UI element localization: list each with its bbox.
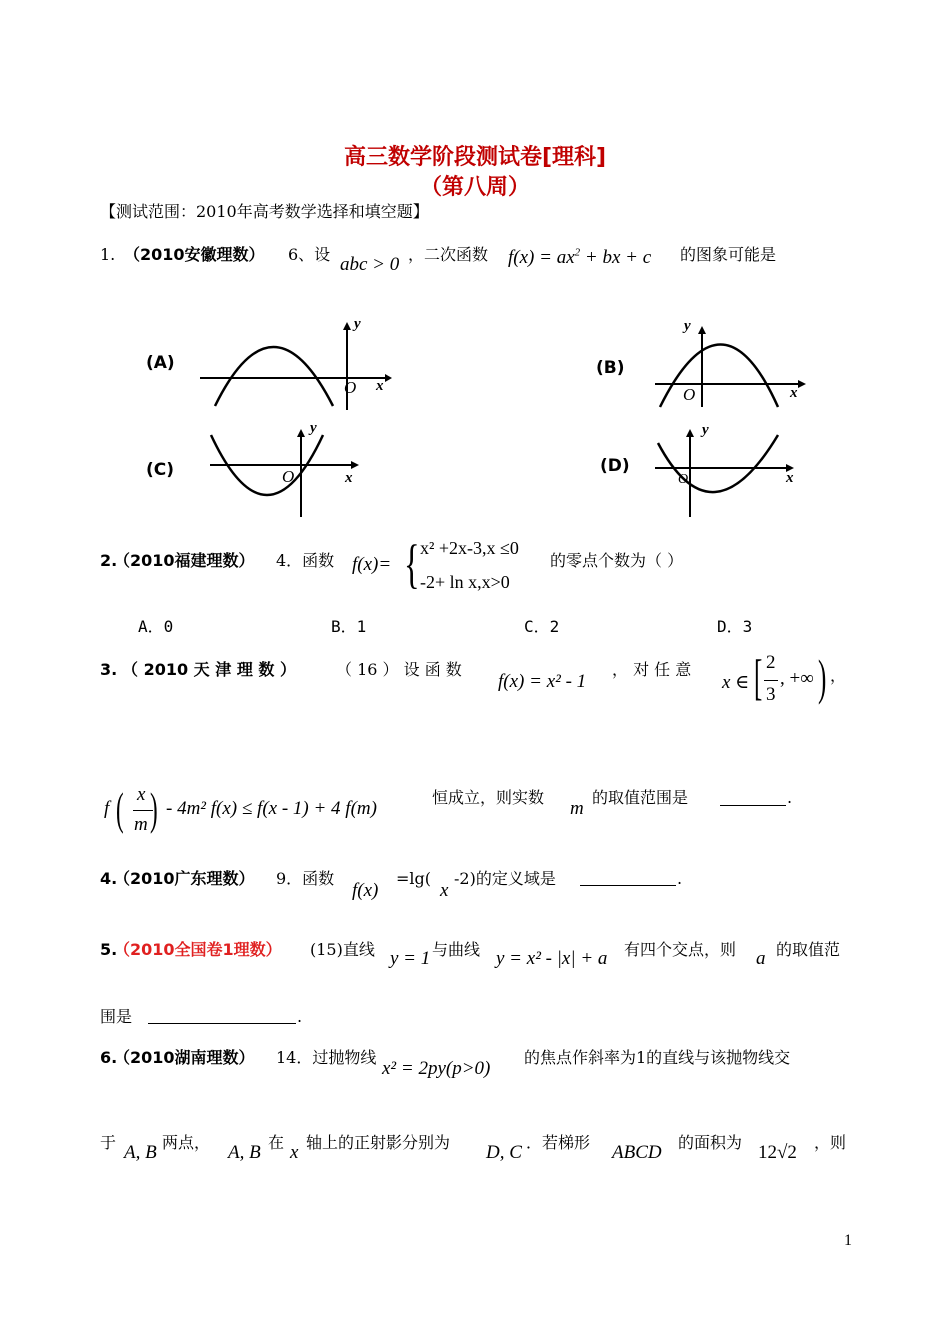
q3-answer-blank[interactable] <box>720 786 786 806</box>
q2-case-1: x² +2x-3,x ≤0 <box>420 538 519 558</box>
q2-option-c: C．2 <box>524 617 560 636</box>
q5-text-e: 围是 <box>100 1007 133 1026</box>
q6-text-b: 的焦点作斜率为1的直线与该抛物线交 <box>524 1048 791 1067</box>
q3-ineq-rest: - 4m² f(x) ≤ f(x - 1) + 4 f(m) <box>166 798 377 819</box>
graph-d <box>650 425 800 520</box>
q1-number: 1. <box>100 245 116 264</box>
q5-line: y = 1 <box>390 948 431 969</box>
q6-area: 12√2 <box>758 1142 797 1163</box>
q6-text-c: 于 <box>100 1133 117 1152</box>
q2-text-b: 的零点个数为（ ） <box>550 551 684 570</box>
q6-text-i: ，则 <box>814 1133 847 1152</box>
q2-option-d: D．3 <box>717 617 753 636</box>
q5-period: . <box>297 1007 303 1026</box>
graph-c-x-label: x <box>345 470 353 486</box>
q3-ineq-num: x <box>137 784 146 805</box>
graph-d-x-label: x <box>786 470 794 486</box>
q4-period: . <box>677 869 683 888</box>
q3-period: . <box>787 788 793 807</box>
q5-text-b: 与曲线 <box>432 940 481 959</box>
q5-text-a: (15)直线 <box>310 940 375 959</box>
graph-b-origin: O <box>683 385 696 404</box>
q3-text-c: 恒成立，则实数 <box>432 788 545 807</box>
q6-points-3: D, C <box>486 1142 522 1163</box>
graph-c-origin: O <box>282 467 295 486</box>
q3-text-d: 的取值范围是 <box>592 788 689 807</box>
q3-frac-num: 2 <box>766 652 776 673</box>
q6-points-1: A, B <box>124 1142 157 1163</box>
q1-function: $f(x) = ax^2$ + bx + c <box>508 246 652 268</box>
q5-number: 5. <box>100 940 118 959</box>
graph-b <box>650 322 810 412</box>
graph-a-y-label: y <box>354 316 361 332</box>
q5-text-d: 的取值范 <box>776 940 841 959</box>
q6-text-h: 的面积为 <box>678 1133 743 1152</box>
q3-var: m <box>570 798 584 819</box>
q6-text-a: 14．过抛物线 <box>276 1048 377 1067</box>
q3-ineq-den: m <box>134 814 148 835</box>
q5-source: （2010全国卷1理数） <box>114 940 282 959</box>
q4-text-a: 9．函数 <box>276 869 335 888</box>
q3-end-comma: ， <box>830 666 847 685</box>
q6-parabola: x² = 2py(p>0) <box>382 1058 491 1079</box>
q2-source: （2010福建理数） <box>114 551 255 570</box>
q2-brace: { <box>404 534 420 594</box>
graph-a-origin: O <box>344 378 357 397</box>
graph-a-x-label: x <box>376 378 384 394</box>
graph-c-y-label: y <box>310 420 317 436</box>
page-subtitle: （第八周） <box>419 175 530 200</box>
q5-curve: y = x² - |x| + a <box>496 948 608 969</box>
graph-d-origin: O <box>678 472 689 487</box>
q1-text-b: ，二次函数 <box>408 245 489 264</box>
q1-text-c: 的图象可能是 <box>680 245 777 264</box>
graph-d-y-label: y <box>702 422 709 438</box>
q1-condition: abc > 0 <box>340 254 400 275</box>
q3-text-a: （ 16 ） 设 函 数 <box>336 660 462 679</box>
q5-var: a <box>756 948 766 969</box>
q6-source: （2010湖南理数） <box>114 1048 255 1067</box>
q3-number: 3. <box>100 660 118 679</box>
q3-frac-bar <box>764 680 778 681</box>
q6-text-f: 轴上的正射影分别为 <box>306 1133 451 1152</box>
q6-trapezoid: ABCD <box>612 1142 662 1163</box>
q3-source: （ 2010 天 津 理 数 ） <box>122 660 296 679</box>
q6-axis: x <box>290 1142 299 1163</box>
page-title: 高三数学阶段测试卷[理科] <box>343 145 607 170</box>
q4-function: f(x) <box>352 880 379 901</box>
test-scope: 【测试范围：2010年高考数学选择和填空题】 <box>100 202 429 221</box>
graph-a <box>195 318 395 413</box>
q5-answer-blank[interactable] <box>148 1004 296 1024</box>
q2-text-a: 4．函数 <box>276 551 335 570</box>
graph-label-d: (D) <box>600 456 630 476</box>
q6-text-g: ．若梯形 <box>526 1133 591 1152</box>
q3-paren-left: ( <box>116 783 124 834</box>
q4-text-c: -2)的定义域是 <box>454 869 556 888</box>
q6-points-2: A, B <box>228 1142 261 1163</box>
q6-text-e: 在 <box>268 1133 285 1152</box>
q4-answer-blank[interactable] <box>580 866 676 886</box>
q2-number: 2. <box>100 551 118 570</box>
q4-number: 4. <box>100 869 118 888</box>
q1-text-a: 6、设 <box>288 245 331 264</box>
q3-paren-right: ) <box>150 783 158 834</box>
q3-bracket-left: [ <box>754 649 763 705</box>
q2-case-2: -2+ ln x,x>0 <box>420 572 510 592</box>
q1-source: （2010安徽理数） <box>124 245 265 264</box>
graph-b-y-label: y <box>684 318 691 334</box>
q4-source: （2010广东理数） <box>114 869 255 888</box>
q6-text-d: 两点， <box>162 1133 211 1152</box>
q3-domain-x: x ∈ <box>722 672 750 693</box>
q5-text-c: 有四个交点，则 <box>624 940 737 959</box>
q3-bracket-right: ) <box>818 649 827 705</box>
graph-b-x-label: x <box>790 385 798 401</box>
graph-label-a: (A) <box>146 353 175 373</box>
page-number: 1 <box>844 1232 852 1249</box>
graph-label-b: (B) <box>596 358 625 378</box>
q2-option-a: A．0 <box>138 617 174 636</box>
graph-label-c: (C) <box>146 460 175 480</box>
q3-function: f(x) = x² - 1 <box>498 671 587 692</box>
q4-text-b: =lg( <box>396 869 432 888</box>
q3-text-b: ， 对 任 意 <box>612 660 692 679</box>
q4-var: x <box>440 880 449 901</box>
q3-frac-den: 3 <box>766 684 776 705</box>
q2-option-b: B．1 <box>331 617 367 636</box>
q3-ineq-f: f <box>104 798 110 819</box>
q2-fx: f(x)= <box>352 554 392 575</box>
q6-number: 6. <box>100 1048 118 1067</box>
q3-domain-tail: , +∞ <box>780 668 814 689</box>
